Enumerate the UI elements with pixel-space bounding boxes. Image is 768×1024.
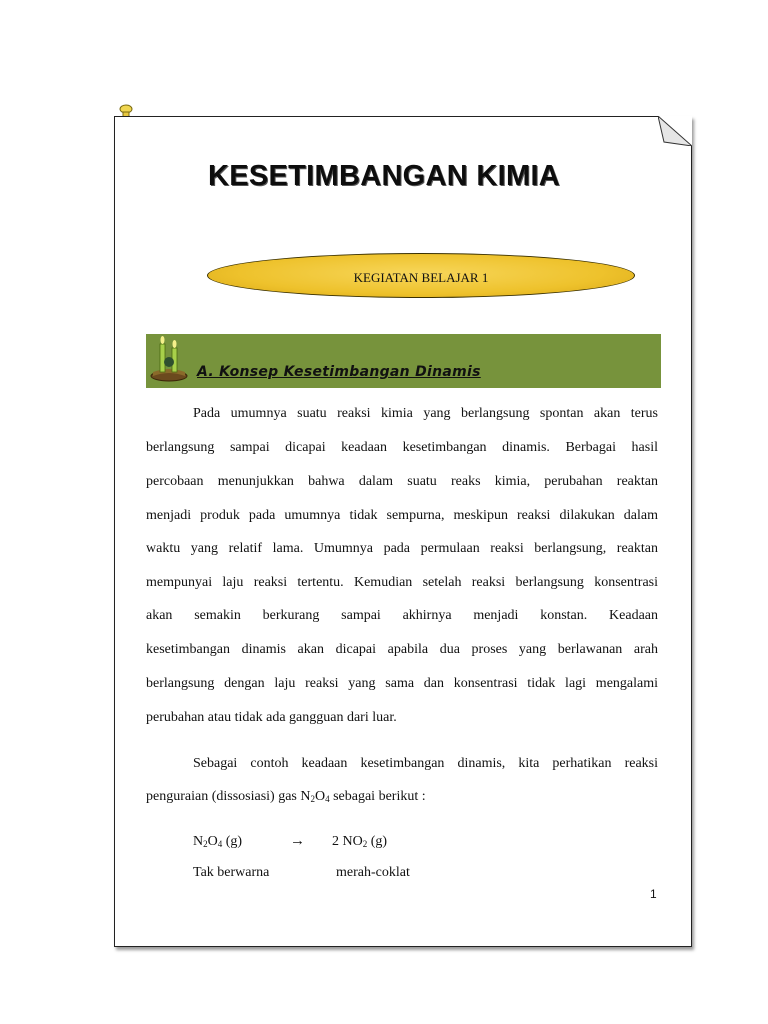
paragraph1-line: berlangsung dengan laju reaksi yang sama dan konsentrasi tidak lagi mengalami bbox=[146, 676, 658, 691]
product-color: merah-coklat bbox=[336, 865, 410, 880]
page-number: 1 bbox=[650, 887, 657, 901]
reactant-color: Tak berwarna bbox=[193, 865, 270, 880]
paragraph1-line: kesetimbangan dinamis akan dicapai apabila dua proses yang berlawanan arah bbox=[146, 642, 658, 657]
paragraph2-line: Sebagai contoh keadaan kesetimbangan dinamis, kita perhatikan reaksi bbox=[193, 756, 658, 771]
document-title: KESETIMBANGAN KIMIA bbox=[207, 160, 561, 192]
page-curl-icon bbox=[658, 116, 692, 146]
paragraph1-line: percobaan menunjukkan bahwa dalam suatu reaks kimia, perubahan reaktan bbox=[146, 474, 658, 489]
paragraph1-line: menjadi produk pada umumnya tidak sempurna, meskipun reaksi dilakukan dalam bbox=[146, 508, 658, 523]
paragraph1-line: perubahan atau tidak ada gangguan dari luar. bbox=[146, 710, 397, 725]
reaction-reactant: $N_2O_4$ (g) bbox=[193, 834, 243, 849]
document-page bbox=[114, 116, 692, 947]
paragraph2-line: penguraian (dissosiasi) gas $N_2O_4$ sebagai berikut : bbox=[146, 789, 426, 804]
paragraph1-line: akan semakin berkurang sampai akhirnya menjadi konstan. Keadaan bbox=[146, 608, 658, 623]
paragraph1-line: berlangsung sampai dicapai keadaan kesetimbangan dinamis. Berbagai hasil bbox=[146, 440, 658, 455]
reaction-product: 2 $NO_2$ (g) bbox=[332, 834, 388, 849]
activity-label: KEGIATAN BELAJAR 1 bbox=[353, 270, 489, 285]
paragraph1-line: Pada umumnya suatu reaksi kimia yang berlangsung spontan akan terus bbox=[193, 406, 658, 421]
paragraph1-line: mempunyai laju reaksi tertentu. Kemudian setelah reaksi berlangsung konsentrasi bbox=[146, 575, 658, 590]
reaction-arrow-icon: → bbox=[290, 833, 305, 849]
section-title: A. Konsep Kesetimbangan Dinamis bbox=[197, 364, 481, 380]
candle-icon bbox=[148, 332, 190, 382]
paragraph1-line: waktu yang relatif lama. Umumnya pada permulaan reaksi berlangsung, reaktan bbox=[146, 541, 658, 556]
